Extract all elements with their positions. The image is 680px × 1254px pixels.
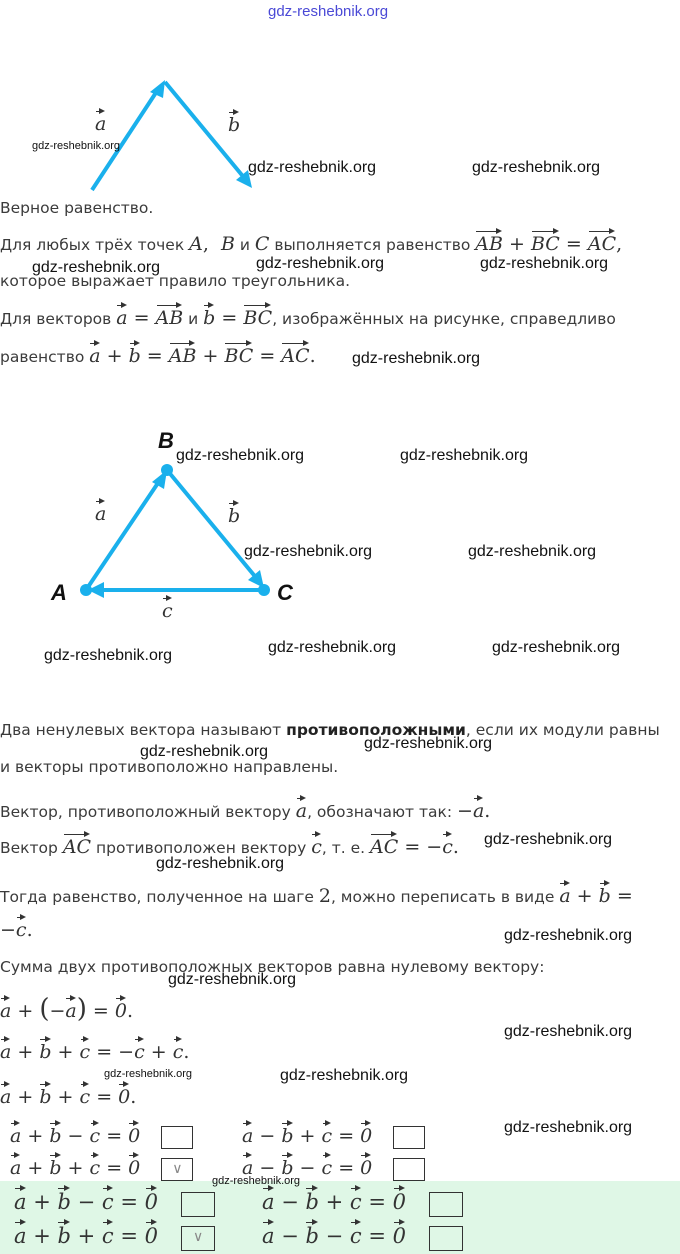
answer-checkbox-1[interactable] — [181, 1192, 215, 1217]
opposite-definition-line1: Два ненулевых вектора называют противоположными, если их модули равны — [0, 721, 660, 739]
equation-a-minus-a: a + (−a) = 0. — [0, 994, 134, 1024]
option-row-4: a − b − c = 0 — [242, 1152, 425, 1181]
point-label-C: C — [277, 580, 293, 605]
fig1-label-b: b — [228, 109, 240, 136]
triangle-rule-line2: которое выражает правило треугольника. — [0, 272, 351, 290]
watermark: gdz-reshebnik.org — [248, 159, 377, 176]
watermark: gdz-reshebnik.org — [468, 543, 597, 560]
option-row-1: a + b − c = 0 — [10, 1120, 193, 1149]
rewrite-line1: Тогда равенство, полученное на шаге 2, можно переписать в виде a + b = — [0, 880, 633, 907]
answer-option-row-3: a + b + c = 0 ∨ — [14, 1219, 215, 1251]
fig2-label-b: b — [228, 500, 240, 527]
answer-option-row-4: a − b − c = 0 — [262, 1219, 463, 1251]
watermark: gdz-reshebnik.org — [44, 647, 173, 664]
watermark: gdz-reshebnik.org — [504, 1119, 633, 1136]
watermark: gdz-reshebnik.org — [352, 350, 481, 367]
point-label-A: A — [51, 580, 67, 605]
option-checkbox-2[interactable] — [393, 1126, 425, 1149]
opposite-definition-line2: и векторы противоположно направлены. — [0, 758, 339, 776]
point-label-B: B — [158, 428, 174, 453]
opposite-notation: Вектор, противоположный вектору a, обозначают так: −a. — [0, 795, 490, 822]
fig2-label-a: a — [95, 498, 106, 525]
option-checkbox-3[interactable]: ∨ — [161, 1158, 193, 1181]
watermark: gdz-reshebnik.org — [244, 543, 373, 560]
triangle-rule-line1: Для любых трёх точек A, B и C выполняется равенство AB + BC = AC, — [0, 228, 622, 255]
vectors-line1: Для векторов a = AB и b = BC, изображённых на рисунке, справедливо — [0, 302, 616, 329]
ac-opposite-c: Вектор AC противоположен вектору c, т. е. AC = −c. — [0, 831, 459, 858]
opposite-sum-text: Сумма двух противоположных векторов равна нулевому вектору: — [0, 958, 545, 976]
watermark: gdz-reshebnik.org — [484, 831, 613, 848]
watermark: gdz-reshebnik.org — [472, 159, 601, 176]
watermark: gdz-reshebnik.org — [280, 1067, 409, 1084]
rewrite-line2: −c. — [0, 914, 33, 941]
fig2-label-c: c — [162, 595, 173, 622]
watermark: gdz-reshebnik.org — [156, 855, 285, 872]
watermark: gdz-reshebnik.org — [492, 639, 621, 656]
answer-checkbox-4[interactable] — [429, 1226, 463, 1251]
watermark: gdz-reshebnik.org — [480, 255, 609, 272]
fig1-label-a: a — [95, 108, 106, 135]
vectors-line2: равенство a + b = AB + BC = AC. — [0, 340, 316, 367]
watermark: gdz-reshebnik.org — [176, 447, 305, 464]
equation-sum-c: a + b + c = −c + c. — [0, 1036, 189, 1063]
watermark: gdz-reshebnik.org — [268, 639, 397, 656]
watermark: gdz-reshebnik.org — [504, 1023, 633, 1040]
option-checkbox-1[interactable] — [161, 1126, 193, 1149]
correct-equality-text: Верное равенство. — [0, 199, 154, 217]
watermark: gdz-reshebnik.org — [400, 447, 529, 464]
watermark: gdz-reshebnik.org — [168, 971, 297, 988]
watermark: gdz-reshebnik.org — [32, 140, 121, 152]
watermark: gdz-reshebnik.org — [504, 927, 633, 944]
watermark: gdz-reshebnik.org — [256, 255, 385, 272]
option-row-2: a − b + c = 0 — [242, 1120, 425, 1149]
answer-checkbox-3[interactable]: ∨ — [181, 1226, 215, 1251]
equation-sum-zero: a + b + c = 0. — [0, 1081, 136, 1108]
watermark: gdz-reshebnik.org — [140, 743, 269, 760]
watermark-top: gdz-reshebnik.org — [268, 3, 389, 20]
watermark: gdz-reshebnik.org — [104, 1068, 193, 1080]
answer-option-row-2: a − b + c = 0 — [262, 1185, 463, 1217]
watermark: gdz-reshebnik.org — [32, 259, 161, 276]
watermark: gdz-reshebnik.org — [364, 735, 493, 752]
option-checkbox-4[interactable] — [393, 1158, 425, 1181]
answer-option-row-1: a + b − c = 0 — [14, 1185, 215, 1217]
option-row-3: a + b + c = 0 ∨ — [10, 1152, 193, 1181]
watermark: gdz-reshebnik.org — [212, 1175, 301, 1187]
answer-checkbox-2[interactable] — [429, 1192, 463, 1217]
